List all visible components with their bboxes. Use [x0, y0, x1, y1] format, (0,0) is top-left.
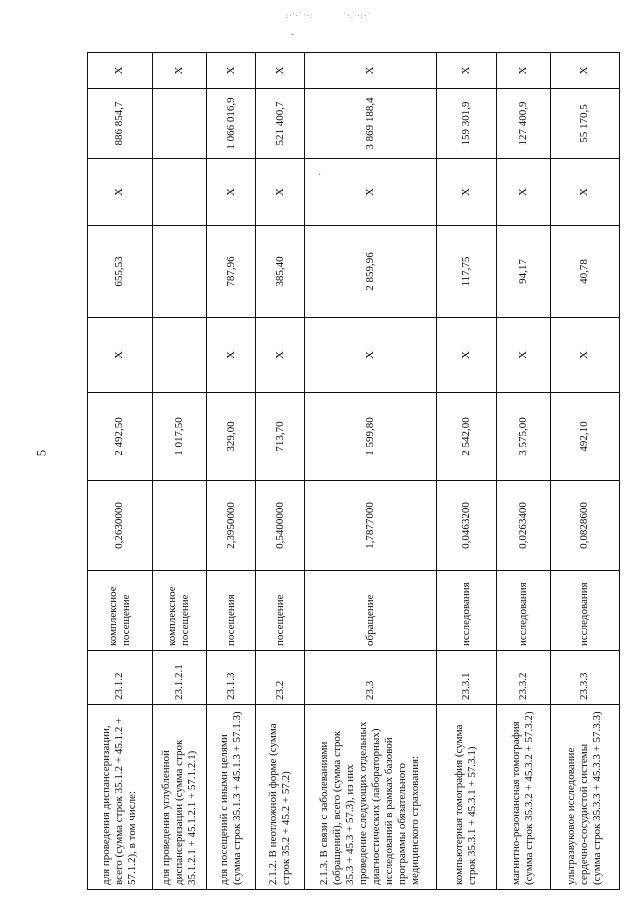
page-number: 5	[33, 449, 49, 457]
table-row	[436, 53, 496, 890]
row-unit: комплексное посещение	[88, 571, 153, 651]
row-description: для проведения диспансеризации, всего (сумма строк 35.1.2 + 45.1.2 + 57.1.2), в том числе:	[88, 705, 153, 890]
row-description: 2.1.3. В связи с заболеваниями (обращений), всего (сумма строк 35.3 + 45.3 + 57.3), из них проведение следующих отдельных диагностических (лабораторных) исследований в рамках базовой программы обязательного медицинского страхования:	[304, 705, 436, 890]
row-pc-budget: X	[496, 318, 550, 393]
row-cost-oms: 159 301,9	[436, 89, 496, 159]
row-cost-budget: X	[206, 159, 256, 226]
row-cost: 3 575,00	[496, 393, 550, 481]
row-cost: 713,70	[256, 393, 305, 481]
row-volume	[152, 481, 206, 571]
row-cost-oms: 3 869 188,4	[304, 89, 436, 159]
row-code: 23.3.3	[550, 651, 619, 705]
row-total: X	[206, 53, 256, 89]
row-volume: 0,5400000	[256, 481, 305, 571]
row-pc-budget: X	[256, 318, 305, 393]
row-code: 23.1.3	[206, 651, 256, 705]
scan-noise-left: :·ˈ·˙ˑ·:	[286, 12, 314, 20]
row-description: 2.1.2. В неотложной форме (сумма строк 35.2 + 45.2 + 57.2)	[256, 705, 305, 890]
row-code: 23.3.1	[436, 651, 496, 705]
row-cost: 2 492,50	[88, 393, 153, 481]
row-code: 23.3.2	[496, 651, 550, 705]
row-cost-oms	[152, 89, 206, 159]
row-total: X	[436, 53, 496, 89]
row-pc-oms: 655,53	[88, 226, 153, 318]
row-pc-budget	[152, 318, 206, 393]
row-cost-oms: 886 854,7	[88, 89, 153, 159]
row-pc-oms: 787,96	[206, 226, 256, 318]
scan-dot: ·	[291, 30, 295, 41]
row-volume: 0,0463200	[436, 481, 496, 571]
row-cost-budget: X	[436, 159, 496, 226]
table-row	[496, 53, 550, 890]
table-row	[550, 53, 619, 890]
row-unit: исследования	[436, 571, 496, 651]
row-cost-oms: 521 400,7	[256, 89, 305, 159]
row-code: 23.1.2.1	[152, 651, 206, 705]
row-volume: 0,0828600	[550, 481, 619, 571]
row-pc-budget: X	[550, 318, 619, 393]
row-pc-budget: X	[88, 318, 153, 393]
row-total: X	[88, 53, 153, 89]
scan-dot-middle: ·	[318, 170, 322, 181]
row-unit: исследования	[550, 571, 619, 651]
row-total: X	[496, 53, 550, 89]
row-total: X	[550, 53, 619, 89]
row-cost: 1 599,80	[304, 393, 436, 481]
row-pc-oms: 385,40	[256, 226, 305, 318]
row-pc-oms: 40,78	[550, 226, 619, 318]
row-volume: 2,3950000	[206, 481, 256, 571]
rotated-table-sheet	[87, 53, 620, 890]
table-row	[152, 53, 206, 890]
row-volume: 1,7877000	[304, 481, 436, 571]
table-row	[304, 53, 436, 890]
row-code: 23.1.2	[88, 651, 153, 705]
row-description: для проведения углубленной диспансеризации (сумма строк 35.1.2.1 + 45.1.2.1 + 57.1.2.1)	[152, 705, 206, 890]
row-total: X	[256, 53, 305, 89]
table-row	[88, 53, 153, 890]
row-pc-oms: 2 859,96	[304, 226, 436, 318]
row-cost: 329,00	[206, 393, 256, 481]
row-unit: посещение	[256, 571, 305, 651]
scan-noise-right: ˙·.ˑ·:·˙	[343, 12, 372, 20]
row-pc-budget: X	[436, 318, 496, 393]
row-unit: обращение	[304, 571, 436, 651]
row-cost-oms: 1 066 016,9	[206, 89, 256, 159]
row-unit: посещения	[206, 571, 256, 651]
row-description: ультразвуковое исследование сердечно-сосудистой системы (сумма строк 35.3.3 + 45.3.3 + 57.3.3)	[550, 705, 619, 890]
row-pc-budget: X	[304, 318, 436, 393]
row-pc-budget: X	[206, 318, 256, 393]
row-cost-budget: X	[550, 159, 619, 226]
row-code: 23.3	[304, 651, 436, 705]
row-volume: 0,0263400	[496, 481, 550, 571]
row-description: компьютерная томография (сумма строк 35.3.1 + 45.3.1 + 57.3.1)	[436, 705, 496, 890]
row-code: 23.2	[256, 651, 305, 705]
row-cost: 1 017,50	[152, 393, 206, 481]
row-unit: исследования	[496, 571, 550, 651]
row-cost: 2 542,00	[436, 393, 496, 481]
row-total: X	[304, 53, 436, 89]
row-unit: комплексное посещение	[152, 571, 206, 651]
row-cost-oms: 55 170,5	[550, 89, 619, 159]
table-row	[206, 53, 256, 890]
row-cost-budget: X	[304, 159, 436, 226]
table-row	[256, 53, 305, 890]
row-description: для посещений с иными целями (сумма строк 35.1.3 + 45.1.3 + 57.1.3)	[206, 705, 256, 890]
row-cost-budget	[152, 159, 206, 226]
row-cost: 492,10	[550, 393, 619, 481]
row-cost-budget: X	[256, 159, 305, 226]
financing-table	[87, 52, 620, 890]
row-pc-oms: 117,75	[436, 226, 496, 318]
row-volume: 0,2630000	[88, 481, 153, 571]
row-cost-budget: X	[496, 159, 550, 226]
row-pc-oms: 94,17	[496, 226, 550, 318]
row-total: X	[152, 53, 206, 89]
row-pc-oms	[152, 226, 206, 318]
row-description: магнитно-резонансная томография (сумма строк 35.3.2 + 45.3.2 + 57.3.2)	[496, 705, 550, 890]
row-cost-oms: 127 400,9	[496, 89, 550, 159]
row-cost-budget: X	[88, 159, 153, 226]
